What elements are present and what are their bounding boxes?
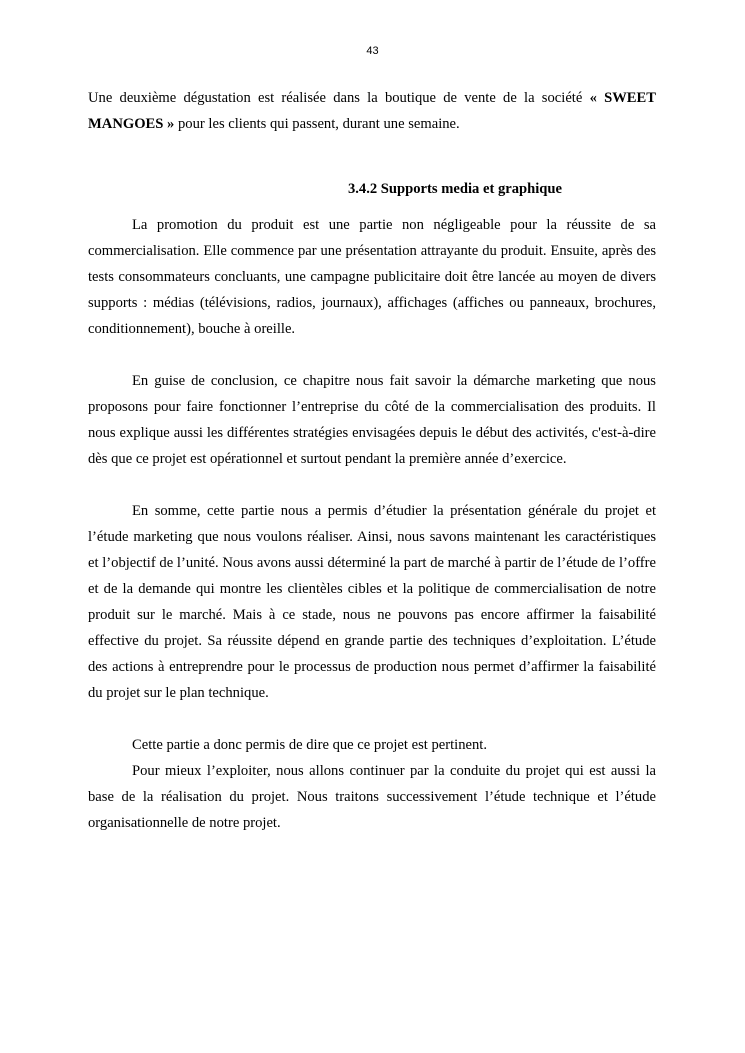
page-number: 43 [366,45,379,57]
paragraph-summary: En somme, cette partie nous a permis d’étudier la présentation générale du projet et l’étude marketing que nous voulons réaliser. Ainsi, nous savons maintenant les caractéristiques et l’objectif de l’unité. Nous avons aussi déterminé la part de marché à partir de l’étude de l’offre et de la demande qui montre les clientèles cibles et la politique de commercialisation de notre produit sur le marché. Mais à ce stade, nous ne pouvons pas encore affirmer la faisabilité effective du projet. Sa réussite dépend en grande partie des techniques d’exploitation. L’étude des actions à entreprendre pour le processus de production nous permet d’affirmer la faisabilité du projet sur le plan technique. [88,503,656,701]
company-name: « SWEET MANGOES » [88,90,656,132]
paragraph-promotion: La promotion du produit est une partie non négligeable pour la réussite de sa commercialisation. Elle commence par une présentation attrayante du produit. Ensuite, après des tests consommateurs concluants, une campagne publicitaire doit être lancée au moyen de divers supports : médias (télévisions, radios, journaux), affichages (affiches ou panneaux, brochures, conditionnement), bouche à oreille. [88,217,656,337]
paragraph-next-steps: Pour mieux l’exploiter, nous allons continuer par la conduite du projet qui est aussi la base de la réalisation du projet. Nous traitons successivement l’étude technique et l’étude organisationnelle de notre projet. [88,763,656,831]
paragraph-pertinence: Cette partie a donc permis de dire que ce projet est pertinent. [132,737,487,753]
section-heading: 3.4.2 Supports media et graphique [347,181,563,197]
document-body [88,85,656,836]
intro-paragraph [88,85,656,137]
paragraph-conclusion: En guise de conclusion, ce chapitre nous fait savoir la démarche marketing que nous proposons pour faire fonctionner l’entreprise du côté de la commercialisation des produits. Il nous explique aussi les différentes stratégies envisagées depuis le début des activités, c'est-à-dire dès que ce projet est opérationnel et surtout pendant la première année d’exercice. [88,373,656,467]
intro-text-start: Une deuxième dégustation est réalisée dans la boutique de vente de la société [88,90,590,106]
intro-text-end: pour les clients qui passent, durant une semaine. [174,116,460,132]
